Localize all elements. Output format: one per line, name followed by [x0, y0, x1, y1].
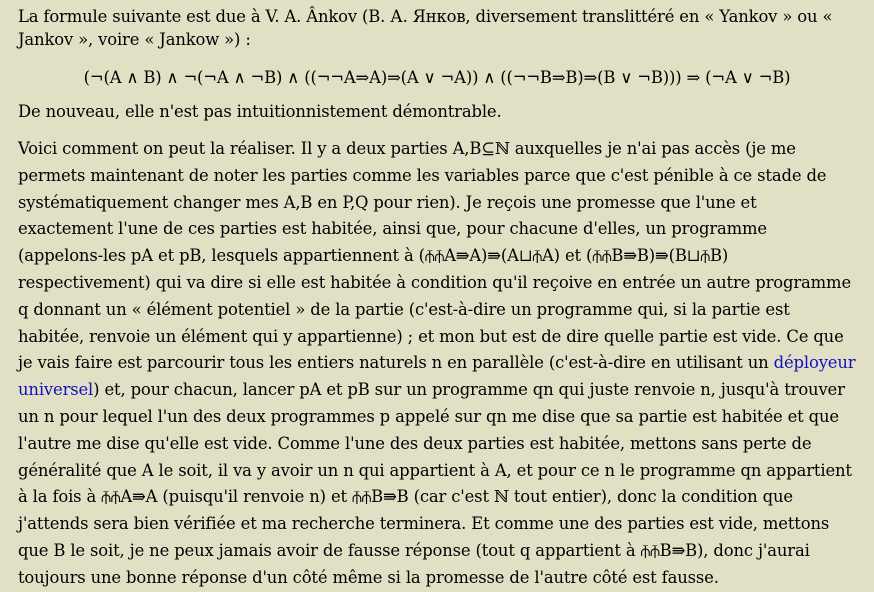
realization-text-before-link: Voici comment on peut la réaliser. Il y a deux parties A,B⊆ℕ auxquelles je n'ai pas accès (je me permets maintenant de noter les parties comme les variables parce que c'est pénible à ce stade de systématiquement changer mes A,B en P,Q pour rien). Je reçois une promesse que l'une et exactement l'une de ces parties est habitée, ainsi que, pour chacune d'elles, un programme (appelons-les pA et pB, lesquels appartiennent à (⫚⫚A⇛A)⇛(A⊔⫚A) et (⫚⫚B⇛B)⇛(B⊔⫚B) respectivement) qui va dire si elle est habitée à condition qu'il reçoive en entrée un autre programme q donnant un « élément potentiel » de la partie (c'est-à-dire un programme qui, si la partie est habitée, renvoie un élément qui y appartienne) ; et mon but est de dire quelle partie est vide. Ce que je vais faire est parcourir tous les entiers naturels n en parallèle (c'est-à-dire en utilisant un	[18, 139, 851, 373]
intro-paragraph: La formule suivante est due à V. A. Ânkov (В. А. Янков, diversement translittéré en « Yankov » ou « Jankov », voire « Jankow ») :	[18, 7, 833, 49]
realization-paragraph	[18, 136, 856, 592]
universal-deployer-link[interactable]: déployeur universel	[18, 353, 856, 400]
not-provable-paragraph: De nouveau, elle n'est pas intuitionnistement démontrable.	[18, 102, 502, 121]
jankov-formula: (¬(A ∧ B) ∧ ¬(¬A ∧ ¬B) ∧ ((¬¬A⇒A)⇒(A ∨ ¬A)) ∧ ((¬¬B⇒B)⇒(B ∨ ¬B))) ⇒ (¬A ∨ ¬B)	[83, 68, 791, 87]
realization-text-after-link: ) et, pour chacun, lancer pA et pB sur un programme qn qui juste renvoie n, jusqu'à trouver un n pour lequel l'un des deux programmes p appelé sur qn me dise que sa partie est habitée et que l'autre me dise qu'elle est vide. Comme l'une des deux parties est habitée, mettons sans perte de généralité que A le soit, il va y avoir un n qui appartient à A, et pour ce n le programme qn appartient à la fois à ⫚⫚A⇛A (puisqu'il renvoie n) et ⫚⫚B⇛B (car c'est ℕ tout entier), donc la condition que j'attends sera bien vérifiée et ma recherche terminera. Et comme une des parties est vide, mettons que B le soit, je ne peux jamais avoir de fausse réponse (tout q appartient à ⫚⫚B⇛B), donc j'aurai toujours une bonne réponse d'un côté même si la promesse de l'autre côté est fausse.	[18, 380, 852, 587]
